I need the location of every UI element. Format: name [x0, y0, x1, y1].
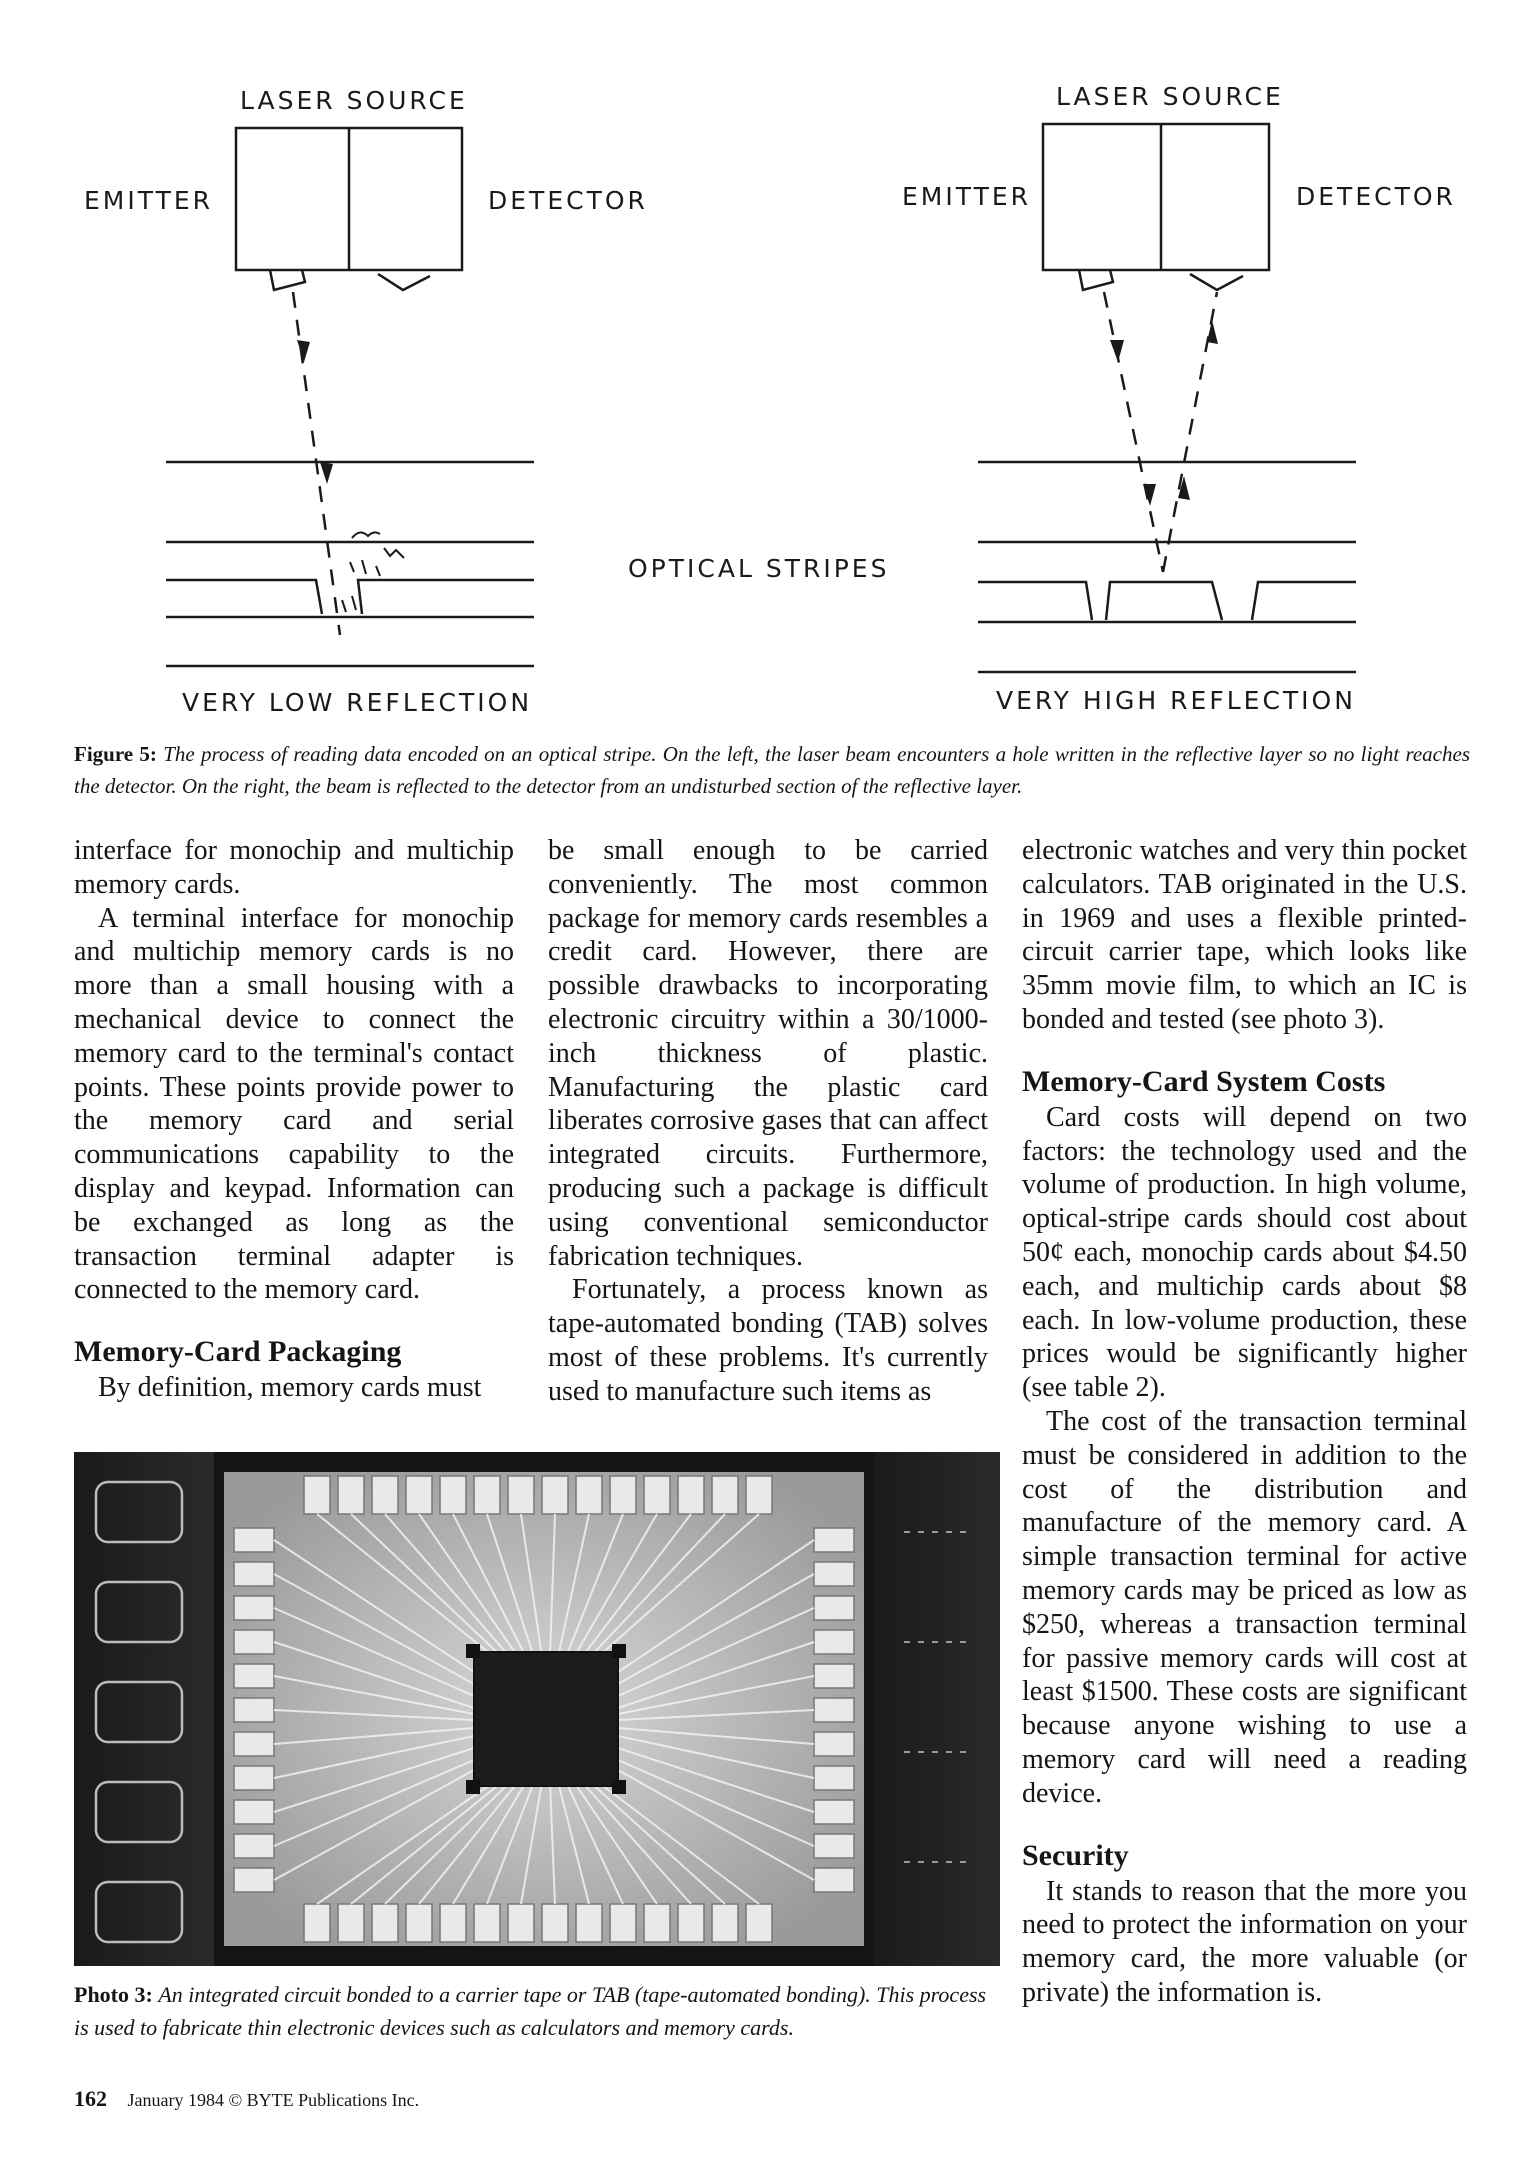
right-detector-lens: [1190, 274, 1243, 290]
left-detector-label: DETECTOR: [488, 186, 648, 215]
left-emitter-label: EMITTER: [84, 186, 214, 215]
figure-caption: [74, 738, 1470, 802]
photo-caption: [74, 1978, 1004, 2044]
page-number: 162: [74, 2086, 107, 2111]
security-heading: Security: [1022, 1838, 1129, 1872]
photo-caption-text: An integrated circuit bonded to a carrier tape or TAB (tape-automated bonding). This process is used to fabricate thin electronic devices such as calculators and memory cards.: [74, 1982, 987, 2040]
col2-paragraph-2: Fortunately, a process known as tape-automated bonding (TAB) solves most of these problems. It's currently used to manufacture such items as: [548, 1274, 988, 1407]
photo-3-tab-circuit: [74, 1452, 1000, 1966]
column-3: [1022, 834, 1467, 2010]
optical-stripes-label: OPTICAL STRIPES: [628, 554, 890, 583]
system-costs-heading: Memory-Card System Costs: [1022, 1064, 1386, 1098]
column-1: [74, 834, 514, 1405]
left-stripe-hole-right: [358, 580, 534, 614]
col2-paragraph-1: be small enough to be carried conveniently. The most common package for memory cards resembles a credit card. However, there are possible drawbacks to incorporating electronic circuitry within a 30/1000-inch thickness of plastic. Manufacturing the plastic card liberates corrosive gases that can affect integrated circuits. Furthermore, producing such a package is difficult using conventional semiconductor fabrication techniques.: [548, 835, 988, 1272]
col3-paragraph-3: The cost of the transaction terminal must be considered in addition to the cost of the distribution and manufacture of the memory card. A simple transaction terminal for active memory cards may be priced as low as $250, whereas a transaction terminal for passive memory cards will cost at least $1500. These costs are significant because anyone wishing to use a memory card will need a reading device.: [1022, 1405, 1467, 1809]
col3-paragraph-4: It stands to reason that the more you need to protect the information on your memory card, the more valuable (or private) the information is.: [1022, 1875, 1467, 2008]
col3-paragraph-1: electronic watches and very thin pocket calculators. TAB originated in the U.S. in 1969 and uses a flexible printed-circuit carrier tape, which looks like 35mm movie film, to which an IC is bonded and tested (see photo 3).: [1022, 835, 1467, 1035]
right-emitter-label: EMITTER: [902, 182, 1032, 211]
footer-text: January 1984 © BYTE Publications Inc.: [127, 2090, 420, 2110]
right-laser-source-box: [1043, 124, 1269, 270]
right-laser-source-label: LASER SOURCE: [1056, 82, 1284, 111]
memory-card-packaging-heading: Memory-Card Packaging: [74, 1335, 402, 1369]
left-stripe-hole-left: [166, 580, 322, 614]
col1-paragraph-1: interface for monochip and multichip memory cards.: [74, 835, 514, 900]
right-result-label: VERY HIGH REFLECTION: [996, 686, 1356, 715]
right-detector-label: DETECTOR: [1296, 182, 1456, 211]
figure-5-diagram: [0, 0, 1526, 720]
col1-paragraph-2: A terminal interface for monochip and multichip memory cards is no more than a small housing with a mechanical device to connect the memory card to the terminal's contact points. These points provide power to the memory card and serial communications capability to the display and keypad. Information can be exchanged as long as the transaction terminal adapter is connected to the memory card.: [74, 902, 514, 1306]
col1-paragraph-3: By definition, memory cards must: [98, 1372, 482, 1404]
figure-label: Figure 5:: [74, 742, 157, 766]
column-2: [548, 834, 988, 1409]
ic-chip: [474, 1652, 618, 1786]
left-emitter-lens: [270, 270, 305, 290]
left-result-label: VERY LOW REFLECTION: [182, 688, 533, 717]
page-footer: [74, 2086, 419, 2112]
photo-label: Photo 3:: [74, 1982, 153, 2007]
figure-caption-text: The process of reading data encoded on an optical stripe. On the left, the laser beam encounters a hole written in the reflective layer so no light reaches the detector. On the right, the beam is reflected to the detector from an undisturbed section of the reflective layer.: [74, 742, 1470, 798]
left-laser-source-label: LASER SOURCE: [240, 86, 468, 115]
right-emitter-lens: [1079, 270, 1113, 290]
col3-paragraph-2: Card costs will depend on two factors: the technology used and the volume of production. In high volume, optical-stripe cards should cost about 50¢ each, monochip cards about $4.50 each, and multichip cards about $8 each. In low-volume production, these prices would be significantly higher (see table 2).: [1022, 1101, 1467, 1404]
left-detector-lens: [378, 274, 430, 290]
